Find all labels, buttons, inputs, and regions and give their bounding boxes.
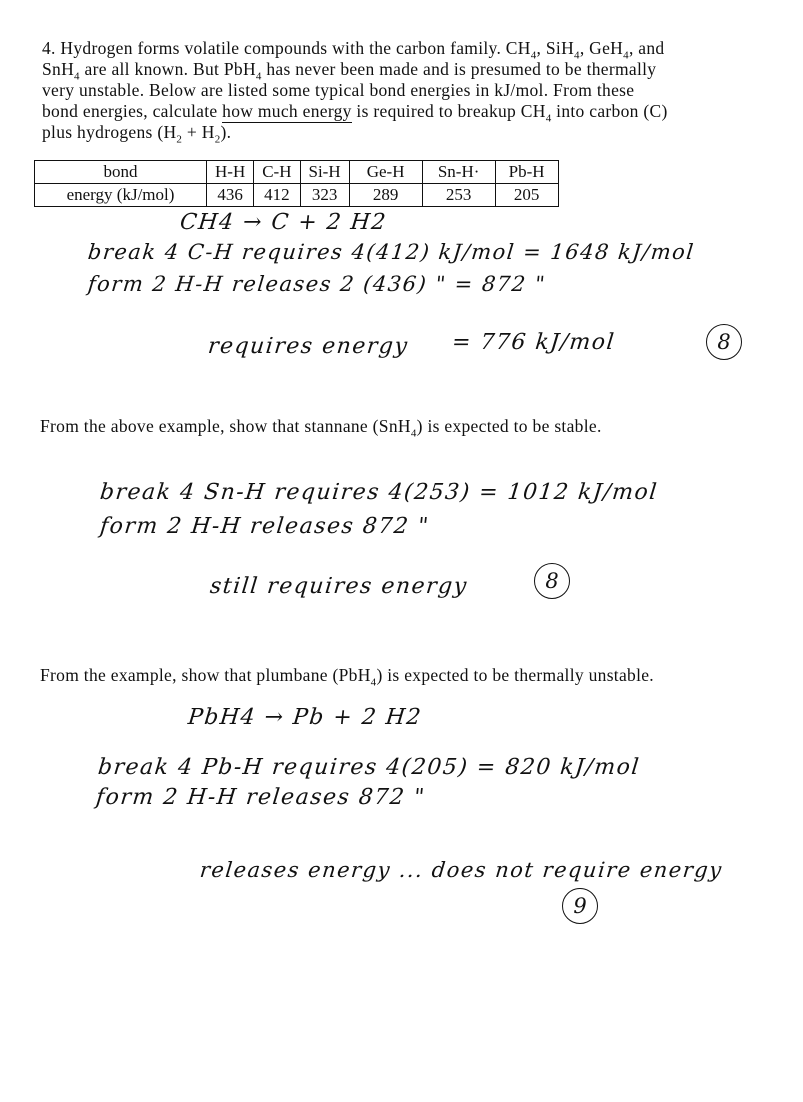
bond-energy-value: 253 [422,184,495,207]
question-line-4: bond energies, calculate how much energy is required to breakup $CH_4$ into carbon (C) [42,101,668,125]
question-line-5: plus hydrogens $(H_2 + H_2)$. [42,122,232,146]
bond-energy-table [34,160,559,207]
bond-energy-value: 205 [495,184,558,207]
score-circle: 8 [534,563,570,599]
energy-row-label: energy (kJ/mol) [35,184,207,207]
plumbane-form-line: form 2 H-H releases 872 " [94,785,427,810]
bond-energy-value: 436 [207,184,254,207]
bond-name: Si-H [300,161,349,184]
plumbane-prompt: From the example, show that plumbane (PbH$_4$) is expected to be thermally unstable. [40,665,654,689]
question-line-3: very unstable. Below are listed some typical bond energies in kJ/mol. From these [42,80,635,100]
score-circle: 9 [562,888,598,924]
bond-header-row [35,161,559,184]
stannane-break-line: break 4 Sn-H requires 4(253) = 1012 kJ/mol [98,480,660,505]
bond-name: Pb-H [495,161,558,184]
bond-name: Ge-H [349,161,422,184]
answer1-equation: CH4 → C + 2 H2 [178,210,389,235]
stannane-conclusion: still requires energy [208,574,469,599]
bond-energy-value: 323 [300,184,349,207]
question-paragraph [42,38,787,146]
energy-row [35,184,559,207]
plumbane-equation: PbH4 → Pb + 2 H2 [186,705,424,730]
stannane-form-line: form 2 H-H releases 872 " [98,514,431,539]
bond-name: C-H [254,161,300,184]
underlined-phrase: how much energy [222,101,352,121]
question-line-1: 4. Hydrogen forms volatile compounds with the carbon family. $CH_4$, SiH$_4$, GeH$_4$, and [42,38,665,62]
bond-energy-value: 289 [349,184,422,207]
bond-name: Sn-H· [422,161,495,184]
answer1-conclusion: requires energy [206,334,410,359]
question-line-2: SnH$_4$ are all known. But PbH$_4$ has never been made and is presumed to be thermally [42,59,657,83]
answer1-result: = 776 kJ/mol [450,330,617,355]
answer1-break-line: break 4 C-H requires 4(412) kJ/mol = 1648 kJ/mol [86,240,696,264]
score-circle: 8 [706,324,742,360]
stannane-prompt: From the above example, show that stannane (SnH$_4$) is expected to be stable. [40,416,602,440]
plumbane-conclusion: releases energy ... does not require energy [198,858,724,882]
bond-name: H-H [207,161,254,184]
bond-energy-value: 412 [254,184,300,207]
plumbane-break-line: break 4 Pb-H requires 4(205) = 820 kJ/mol [96,755,642,780]
answer1-form-line: form 2 H-H releases 2 (436) " = 872 " [86,272,548,296]
bond-header-label: bond [35,161,207,184]
